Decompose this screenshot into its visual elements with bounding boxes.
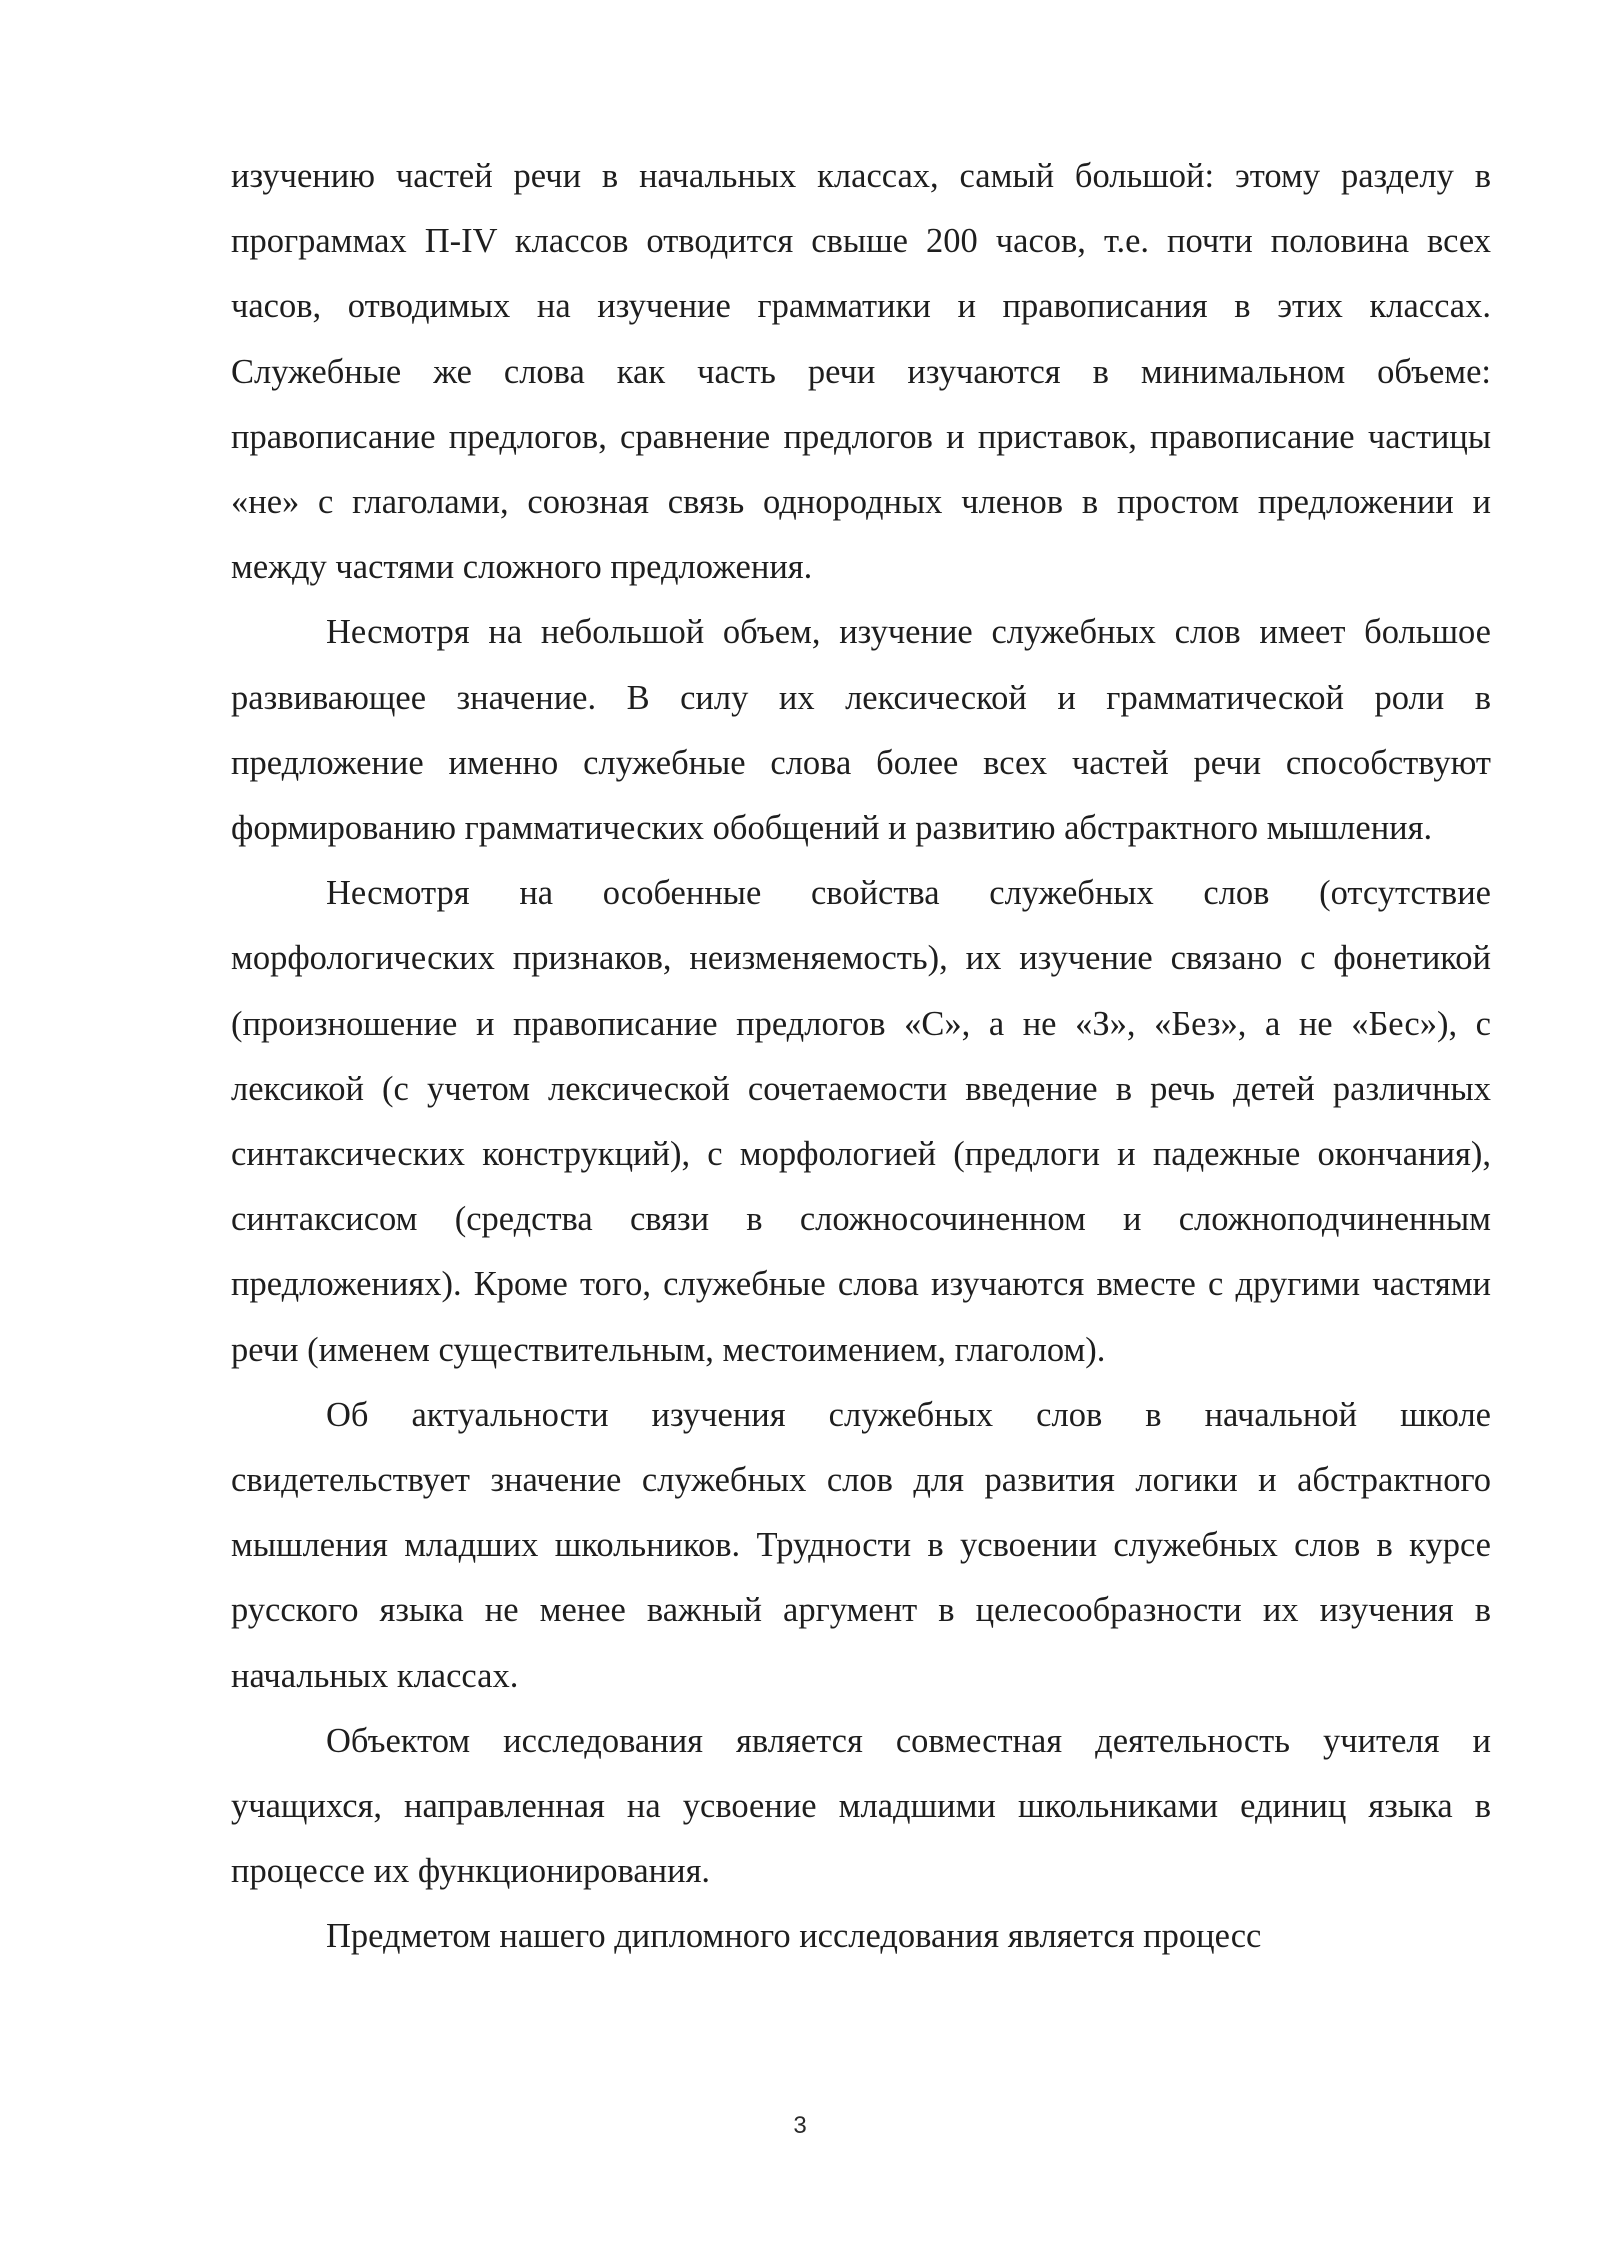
paragraph: Об актуальности изучения служебных слов в начальной школе свидетельствует значение служебных слов для развития логики и абстрактного мышления младших школьников. Трудности в усвоении служебных слов в курсе русского языка не менее важный аргумент в целесообразности их изучения в начальных классах. bbox=[231, 1395, 1491, 1695]
paragraph-continuation: изучению частей речи в начальных классах, самый большой: этому разделу в программах П-IV классов отводится свыше 200 часов, т.е. почти половина всех часов, отводимых на изучение грамматики и правописания в этих классах. Служебные же слова как часть речи изучаются в минимальном объеме: правописание предлогов, сравнение предлогов и приставок, правописание частицы «не» с глаголами, союзная связь однородных членов в простом предложении и между частями сложного предложения. bbox=[231, 157, 1491, 587]
paragraph: Предметом нашего дипломного исследования является процесс bbox=[326, 1917, 1262, 1956]
body-text bbox=[231, 144, 1491, 1970]
paragraph: Несмотря на особенные свойства служебных слов (отсутствие морфологических признаков, неизменяемость), их изучение связано с фонетикой (произношение и правописание предлогов «С», а не «З», «Без», а не «Бес»), с лексикой (с учетом лексической сочетаемости введение в речь детей различных синтаксических конструкций), с морфологией (предлоги и падежные окончания), синтаксисом (средства связи в сложносочиненном и сложноподчиненным предложениях). Кроме того, служебные слова изучаются вместе с другими частями речи (именем существительным, местоимением, глаголом). bbox=[231, 874, 1491, 1369]
paragraph: Несмотря на небольшой объем, изучение служебных слов имеет большое развивающее значение. В силу их лексической и грамматической роли в предложение именно служебные слова более всех частей речи способствуют формированию грамматических обобщений и развитию абстрактного мышления. bbox=[231, 613, 1491, 848]
page-number: 3 bbox=[793, 2112, 807, 2139]
paragraph: Объектом исследования является совместная деятельность учителя и учащихся, направленная на усвоение младшими школьниками единиц языка в процессе их функционирования. bbox=[231, 1721, 1491, 1891]
